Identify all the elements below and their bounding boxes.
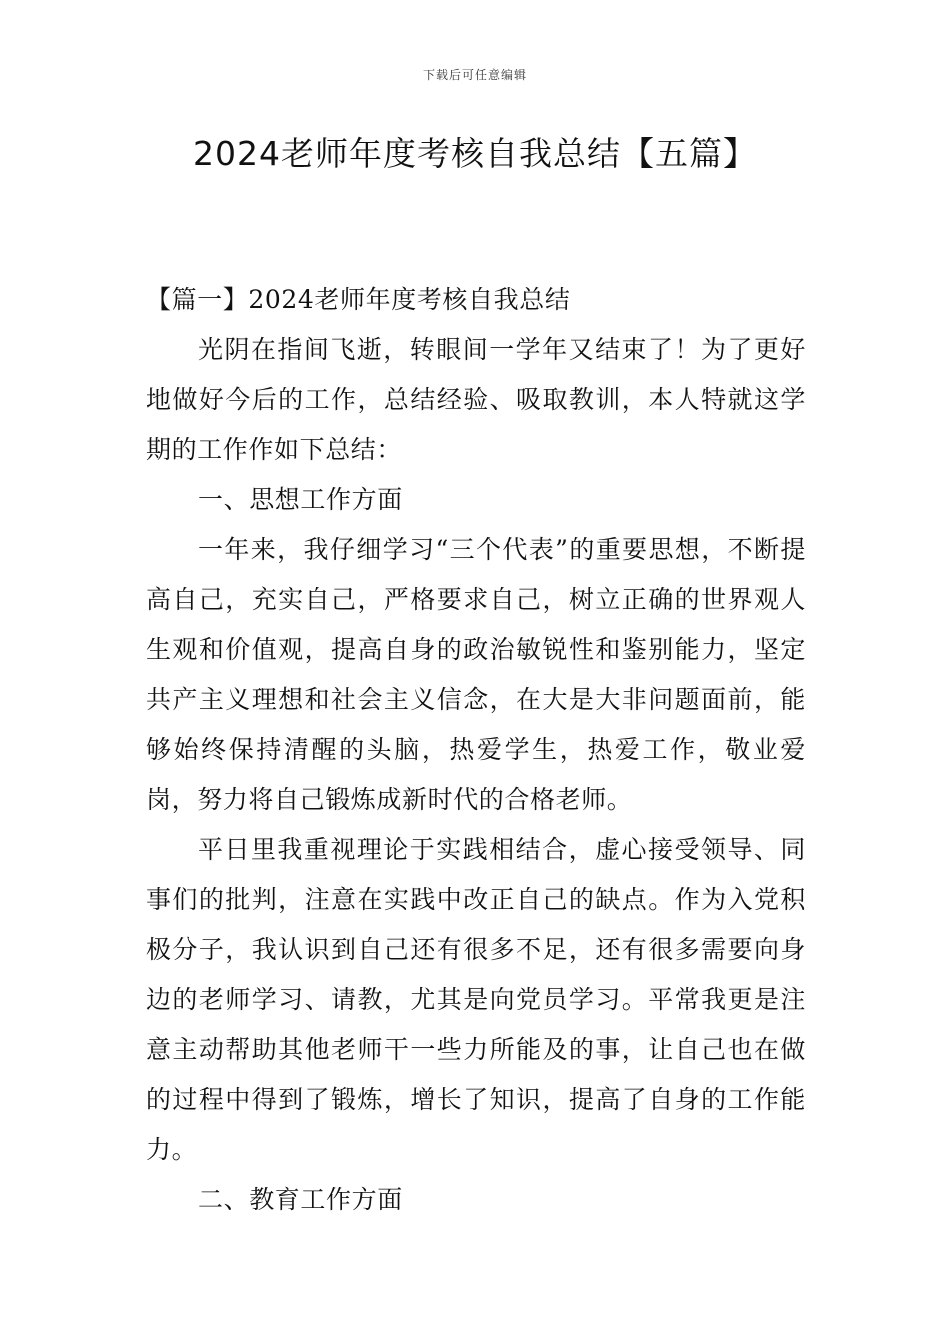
section1-paragraph-1: 一年来，我仔细学习“三个代表”的重要思想，不断提高自己，充实自己，严格要求自己，树立正确的世界观人生观和价值观，提高自身的政治敏锐性和鉴别能力，坚定共产主义理想和社会主义信念，在大是大非问题面前，能够始终保持清醒的头脑，热爱学生，热爱工作，敬业爱岗，努力将自己锻炼成新时代的合格老师。	[146, 535, 806, 814]
part-heading: 【篇一】2024老师年度考核自我总结	[146, 285, 571, 314]
section-heading-2: 二、教育工作方面	[198, 1185, 403, 1214]
document-body	[146, 275, 806, 1225]
header-note: 下载后可任意编辑	[422, 68, 527, 82]
document-title: 2024老师年度考核自我总结【五篇】	[193, 134, 757, 173]
section1-paragraph-2: 平日里我重视理论于实践相结合，虚心接受领导、同事们的批判，注意在实践中改正自己的缺点。作为入党积极分子，我认识到自己还有很多不足，还有很多需要向身边的老师学习、请教，尤其是向党员学习。平常我更是注意主动帮助其他老师干一些力所能及的事，让自己也在做的过程中得到了锻炼，增长了知识，提高了自身的工作能力。	[146, 835, 806, 1164]
section-heading-1: 一、思想工作方面	[198, 485, 403, 514]
intro-paragraph: 光阴在指间飞逝，转眼间一学年又结束了！为了更好地做好今后的工作，总结经验、吸取教训，本人特就这学期的工作作如下总结：	[146, 335, 806, 464]
